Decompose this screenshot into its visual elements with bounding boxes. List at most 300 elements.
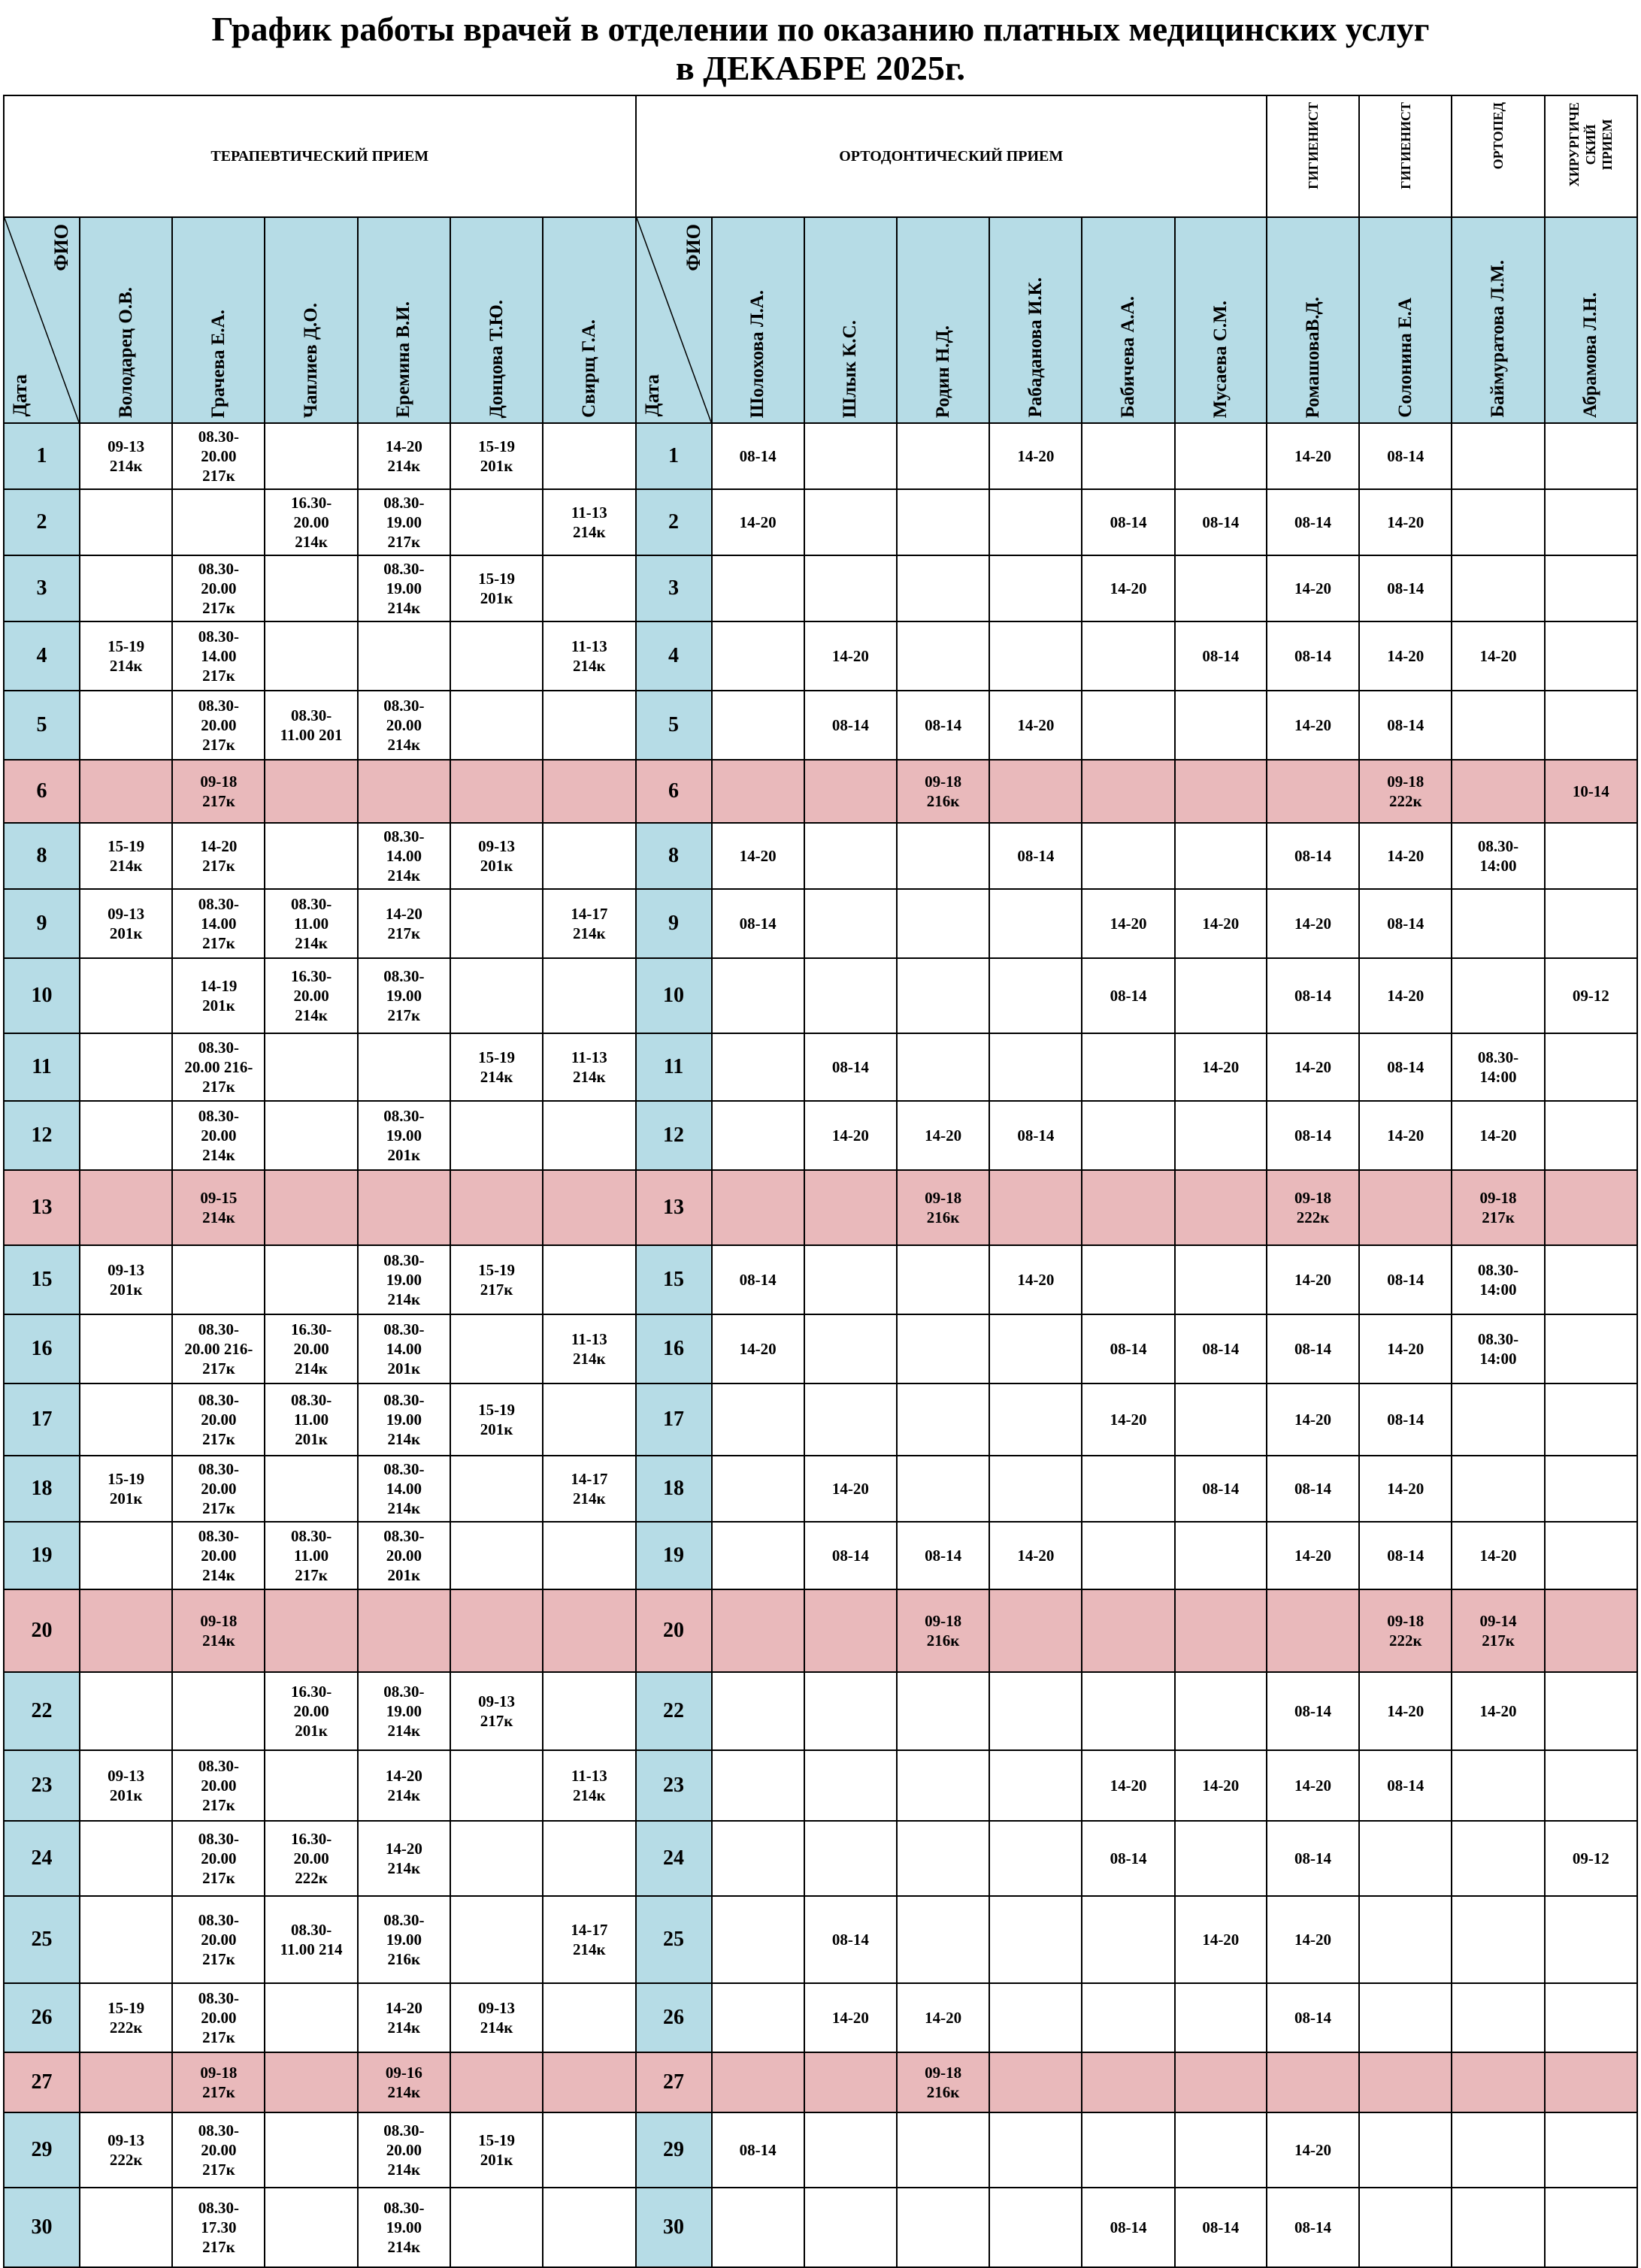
schedule-row [4,1672,1637,1750]
schedule-cell [1082,423,1174,489]
schedule-cell: 14-20 [1359,1101,1452,1170]
schedule-cell [1359,2188,1452,2267]
date-cell: 24 [636,1821,712,1896]
doctor-name-header [543,217,635,423]
schedule-cell: 08-14 [1082,1314,1174,1383]
schedule-cell [1175,1245,1267,1314]
date-cell: 30 [4,2188,80,2267]
schedule-cell [712,1589,804,1672]
schedule-cell [1082,2052,1174,2112]
schedule-cell: 08.30- 19.00 214к [358,2188,450,2267]
schedule-cell: 09-13 201к [80,1245,172,1314]
schedule-cell [804,760,897,823]
schedule-cell: 16.30- 20.00 214к [265,489,357,555]
schedule-cell [897,2188,989,2267]
schedule-cell [80,1383,172,1456]
schedule-cell [450,889,543,958]
schedule-cell [989,1170,1082,1245]
orthopedist-section-header [1452,95,1544,217]
schedule-cell [450,1456,543,1522]
doctor-name: Свирщ Г.А. [578,319,599,418]
schedule-cell: 16.30- 20.00 214к [265,1314,357,1383]
schedule-cell [1082,1589,1174,1672]
schedule-cell [265,1983,357,2052]
doctor-name-header [989,217,1082,423]
schedule-cell: 08.30- 11.00 214 [265,1896,357,1983]
doctor-name-header [897,217,989,423]
schedule-cell: 08-14 [1359,1750,1452,1821]
date-cell: 26 [4,1983,80,2052]
doctor-name: Шолохова Л.А. [747,289,768,418]
schedule-cell: 08.30- 20.00 216- 217к [172,1033,265,1101]
date-cell: 19 [4,1522,80,1589]
date-cell: 18 [636,1456,712,1522]
schedule-cell: 08-14 [1267,1983,1359,2052]
schedule-cell: 15-19 201к [450,555,543,621]
schedule-cell: 14-20 [1082,1750,1174,1821]
schedule-cell [1545,1170,1637,1245]
hygienist-label: ГИГИЕНИСТ [1397,102,1413,189]
date-cell: 6 [636,760,712,823]
schedule-row [4,1983,1637,2052]
schedule-cell: 14-20 214к [358,1983,450,2052]
schedule-cell [1545,1983,1637,2052]
schedule-cell: 09-15 214к [172,1170,265,1245]
schedule-cell [1267,2052,1359,2112]
date-cell: 5 [4,691,80,760]
schedule-cell [265,1456,357,1522]
schedule-cell [712,1821,804,1896]
schedule-cell: 08-14 [1359,889,1452,958]
schedule-cell [989,1750,1082,1821]
schedule-cell: 10-14 [1545,760,1637,823]
schedule-cell: 14-20 [1175,1896,1267,1983]
schedule-cell [1175,2112,1267,2188]
date-cell: 19 [636,1522,712,1589]
schedule-cell: 08-14 [712,2112,804,2188]
schedule-cell [543,958,635,1033]
schedule-cell [450,1101,543,1170]
schedule-cell [989,2188,1082,2267]
schedule-cell [450,1522,543,1589]
schedule-cell: 14-20 [1082,555,1174,621]
doctor-name-header [1359,217,1452,423]
schedule-cell [1082,1522,1174,1589]
schedule-cell [172,489,265,555]
schedule-cell: 08.30- 20.00 217к [172,555,265,621]
schedule-cell [1175,1589,1267,1672]
schedule-cell: 08-14 [804,691,897,760]
schedule-cell [265,1245,357,1314]
schedule-cell: 08-14 [1359,423,1452,489]
schedule-cell: 08-14 [897,1522,989,1589]
schedule-cell: 08-14 [1267,1456,1359,1522]
doctor-name: Чаплиев Д.О. [301,302,322,418]
schedule-cell: 08.30- 14:00 [1452,1245,1544,1314]
schedule-cell [897,958,989,1033]
schedule-cell [897,489,989,555]
hygienist-label: ГИГИЕНИСТ [1305,102,1321,189]
date-cell: 22 [4,1672,80,1750]
schedule-cell: 08-14 [712,1245,804,1314]
doctor-name-header [172,217,265,423]
schedule-row [4,555,1637,621]
schedule-cell [989,621,1082,691]
page-subtitle: в ДЕКАБРЕ 2025г. [675,49,966,87]
schedule-cell [1082,823,1174,889]
schedule-cell: 08-14 [989,823,1082,889]
schedule-cell [543,1383,635,1456]
date-cell: 5 [636,691,712,760]
schedule-cell: 08.30- 20.00 216- 217к [172,1314,265,1383]
schedule-cell [989,1983,1082,2052]
schedule-cell: 08-14 [1359,555,1452,621]
schedule-cell [1082,760,1174,823]
schedule-cell: 08.30- 20.00 217к [172,1750,265,1821]
date-cell: 22 [636,1672,712,1750]
schedule-cell [265,1750,357,1821]
schedule-cell: 15-19 201к [450,2112,543,2188]
schedule-cell: 09-13 214к [80,423,172,489]
schedule-cell [804,423,897,489]
schedule-cell: 08.30- 11.00 201 [265,691,357,760]
schedule-cell: 14-20 [1359,823,1452,889]
schedule-cell [543,691,635,760]
schedule-cell: 08.30- 19.00 214к [358,555,450,621]
schedule-cell [1452,2052,1544,2112]
schedule-cell [1359,1896,1452,1983]
schedule-row [4,1750,1637,1821]
schedule-cell [804,2052,897,2112]
schedule-cell: 14-20 [1359,621,1452,691]
schedule-cell [265,1033,357,1101]
schedule-cell: 14-20 [1267,691,1359,760]
date-cell: 9 [636,889,712,958]
schedule-row [4,1314,1637,1383]
schedule-row [4,1456,1637,1522]
schedule-cell [1082,1170,1174,1245]
schedule-cell [897,889,989,958]
schedule-cell: 08-14 [1267,1672,1359,1750]
schedule-cell [897,423,989,489]
schedule-cell [1452,691,1544,760]
schedule-cell: 14-20 [1267,1522,1359,1589]
schedule-row [4,1033,1637,1101]
schedule-row [4,2052,1637,2112]
doctor-name: Еремина В.И. [393,301,414,418]
schedule-cell [1175,1101,1267,1170]
schedule-cell: 14-17 214к [543,1456,635,1522]
schedule-cell [989,1821,1082,1896]
date-cell: 26 [636,1983,712,2052]
schedule-cell [1359,1821,1452,1896]
schedule-cell: 08-14 [1175,621,1267,691]
schedule-cell: 16.30- 20.00 222к [265,1821,357,1896]
schedule-cell: 08-14 [1359,1522,1452,1589]
schedule-cell [1452,1750,1544,1821]
schedule-cell [804,555,897,621]
schedule-cell [1175,555,1267,621]
schedule-cell: 14-20 [1082,1383,1174,1456]
schedule-cell [265,2052,357,2112]
schedule-cell: 08-14 [804,1033,897,1101]
schedule-cell: 15-19 217к [450,1245,543,1314]
schedule-cell: 14-20 [989,1522,1082,1589]
section-header-row [4,95,1637,217]
doctor-name-header [804,217,897,423]
schedule-cell: 08.30- 19.00 214к [358,1672,450,1750]
schedule-cell [1545,1672,1637,1750]
schedule-cell: 14-20 214к [358,1821,450,1896]
schedule-cell [1082,1456,1174,1522]
schedule-cell [989,2052,1082,2112]
schedule-cell: 14-20 [712,489,804,555]
schedule-cell: 08.30- 14:00 [1452,823,1544,889]
schedule-cell [80,1170,172,1245]
schedule-row [4,2112,1637,2188]
schedule-cell [358,760,450,823]
schedule-cell: 14-20 [1175,1033,1267,1101]
date-cell: 13 [636,1170,712,1245]
schedule-cell: 16.30- 20.00 201к [265,1672,357,1750]
schedule-cell [1545,1383,1637,1456]
schedule-cell: 08.30- 11.00 217к [265,1522,357,1589]
schedule-cell [712,760,804,823]
schedule-cell [450,1170,543,1245]
page-title: График работы врачей в отделении по оказанию платных медицинских услуг [211,10,1430,48]
schedule-cell [1082,621,1174,691]
schedule-cell: 09-12 [1545,958,1637,1033]
schedule-cell [1452,760,1544,823]
schedule-cell [450,958,543,1033]
schedule-cell [80,2188,172,2267]
schedule-cell [1545,621,1637,691]
schedule-cell: 09-13 222к [80,2112,172,2188]
schedule-cell [1082,1245,1174,1314]
schedule-cell [358,621,450,691]
schedule-cell [712,1672,804,1750]
schedule-cell: 14-20 [1359,958,1452,1033]
schedule-cell: 14-20 [712,1314,804,1383]
schedule-cell [1175,1672,1267,1750]
schedule-cell: 09-16 214к [358,2052,450,2112]
schedule-cell [989,958,1082,1033]
schedule-cell [712,555,804,621]
schedule-cell: 09-13 201к [80,889,172,958]
schedule-cell: 08-14 [1267,621,1359,691]
schedule-cell [1545,1589,1637,1672]
schedule-cell: 14-20 [1267,555,1359,621]
schedule-cell [543,1983,635,2052]
schedule-cell: 14-20 [1359,1456,1452,1522]
schedule-cell [543,1589,635,1672]
schedule-cell [804,2112,897,2188]
schedule-cell [1082,1983,1174,2052]
schedule-cell: 08-14 [1267,1101,1359,1170]
schedule-cell [543,1522,635,1589]
schedule-cell [1452,2188,1544,2267]
schedule-row [4,1896,1637,1983]
date-cell: 15 [4,1245,80,1314]
schedule-cell: 09-13 201к [80,1750,172,1821]
schedule-cell [1175,423,1267,489]
schedule-cell: 08.30- 19.00 217к [358,958,450,1033]
doctor-name: Баймуратова Л.М. [1488,260,1509,418]
schedule-cell: 14-20 [804,1101,897,1170]
schedule-cell [1175,1983,1267,2052]
schedule-cell [1175,958,1267,1033]
schedule-cell [1175,823,1267,889]
doctor-name-header [80,217,172,423]
schedule-cell: 14-20 [1082,889,1174,958]
schedule-row [4,2188,1637,2267]
date-cell: 23 [636,1750,712,1821]
schedule-cell [265,423,357,489]
schedule-cell [450,1821,543,1896]
schedule-cell: 08.30- 14.00 214к [358,823,450,889]
schedule-cell: 11-13 214к [543,1033,635,1101]
ortho-section-header: ОРТОДОНТИЧЕСКИЙ ПРИЕМ [636,95,1267,217]
schedule-cell: 15-19 214к [450,1033,543,1101]
schedule-cell: 15-19 214к [80,621,172,691]
doctor-name-header [358,217,450,423]
schedule-cell: 09-13 214к [450,1983,543,2052]
schedule-cell [804,823,897,889]
schedule-cell [1082,1101,1174,1170]
schedule-cell [1452,889,1544,958]
schedule-cell [265,1170,357,1245]
schedule-cell: 15-19 201к [450,1383,543,1456]
schedule-cell [450,691,543,760]
schedule-cell [80,1314,172,1383]
surgery-label: ХИРУРГИЧЕ СКИЙ ПРИЕМ [1567,102,1615,187]
schedule-cell [450,621,543,691]
date-cell: 27 [4,2052,80,2112]
date-cell: 16 [4,1314,80,1383]
schedule-cell [1545,889,1637,958]
schedule-cell [804,1821,897,1896]
schedule-cell [804,1672,897,1750]
schedule-cell [1359,1170,1452,1245]
schedule-cell [989,1589,1082,1672]
schedule-cell [1452,1896,1544,1983]
schedule-cell [712,958,804,1033]
date-cell: 6 [4,760,80,823]
schedule-cell [1175,1821,1267,1896]
schedule-cell [712,1170,804,1245]
schedule-cell [1359,2112,1452,2188]
schedule-cell [1545,1750,1637,1821]
schedule-cell: 08.30- 14.00 217к [172,621,265,691]
schedule-cell [1082,1672,1174,1750]
date-cell: 20 [636,1589,712,1672]
schedule-cell [804,1383,897,1456]
schedule-cell [358,1170,450,1245]
schedule-cell [450,1314,543,1383]
schedule-cell: 08-14 [1267,958,1359,1033]
schedule-cell [1452,423,1544,489]
doctor-name: Володарец О.В. [115,286,136,418]
schedule-cell [712,2188,804,2267]
schedule-cell [897,2112,989,2188]
schedule-cell [804,1589,897,1672]
schedule-cell: 14-20 [1267,1750,1359,1821]
schedule-cell [989,1383,1082,1456]
schedule-cell: 08.30- 19.00 201к [358,1101,450,1170]
doctor-name-header [450,217,543,423]
schedule-cell [712,621,804,691]
schedule-cell [265,2188,357,2267]
schedule-cell: 08-14 [712,423,804,489]
schedule-cell [1545,2052,1637,2112]
schedule-cell: 14-20 [989,423,1082,489]
schedule-cell: 08.30- 20.00 217к [172,2112,265,2188]
schedule-cell: 14-20 [897,1983,989,2052]
schedule-cell [804,1245,897,1314]
schedule-cell [543,2052,635,2112]
doctor-name: Донцова Т.Ю. [486,299,507,418]
schedule-cell: 08-14 [804,1522,897,1589]
schedule-cell [712,1522,804,1589]
schedule-cell: 08.30- 20.00 217к [172,423,265,489]
schedule-cell [1545,823,1637,889]
schedule-cell [1452,555,1544,621]
schedule-cell [1082,1896,1174,1983]
schedule-cell: 14-20 [897,1101,989,1170]
schedule-cell: 14-19 201к [172,958,265,1033]
schedule-cell [1545,489,1637,555]
schedule-cell [804,958,897,1033]
schedule-cell [265,760,357,823]
schedule-cell [989,1672,1082,1750]
schedule-cell [897,1314,989,1383]
schedule-cell [450,489,543,555]
schedule-cell: 11-13 214к [543,621,635,691]
schedule-cell [358,1589,450,1672]
schedule-row [4,423,1637,489]
schedule-cell: 09-13 217к [450,1672,543,1750]
doctor-name: Бабичева А.А. [1118,296,1139,418]
schedule-cell [804,2188,897,2267]
schedule-cell [1359,2052,1452,2112]
schedule-cell [1452,1821,1544,1896]
schedule-cell [804,1750,897,1821]
schedule-cell [1545,691,1637,760]
schedule-cell: 08.30- 20.00 217к [172,1896,265,1983]
schedule-cell [543,423,635,489]
schedule-cell: 08.30- 11.00 214к [265,889,357,958]
schedule-cell: 14-20 [1359,1672,1452,1750]
schedule-cell: 08.30- 19.00 217к [358,489,450,555]
date-cell: 23 [4,1750,80,1821]
doctor-name: Рабаданова И.К. [1025,277,1046,418]
schedule-cell: 14-20 [1267,1383,1359,1456]
date-cell: 16 [636,1314,712,1383]
schedule-cell: 08-14 [712,889,804,958]
schedule-cell [1452,958,1544,1033]
date-cell: 1 [4,423,80,489]
schedule-cell: 14-20 214к [358,423,450,489]
schedule-cell: 08-14 [1267,1314,1359,1383]
schedule-cell [1267,760,1359,823]
schedule-cell [80,489,172,555]
schedule-cell: 11-13 214к [543,489,635,555]
schedule-cell [804,1170,897,1245]
schedule-cell: 08-14 [1082,958,1174,1033]
schedule-cell [265,555,357,621]
date-label: Дата [640,373,663,416]
schedule-cell [1175,2052,1267,2112]
